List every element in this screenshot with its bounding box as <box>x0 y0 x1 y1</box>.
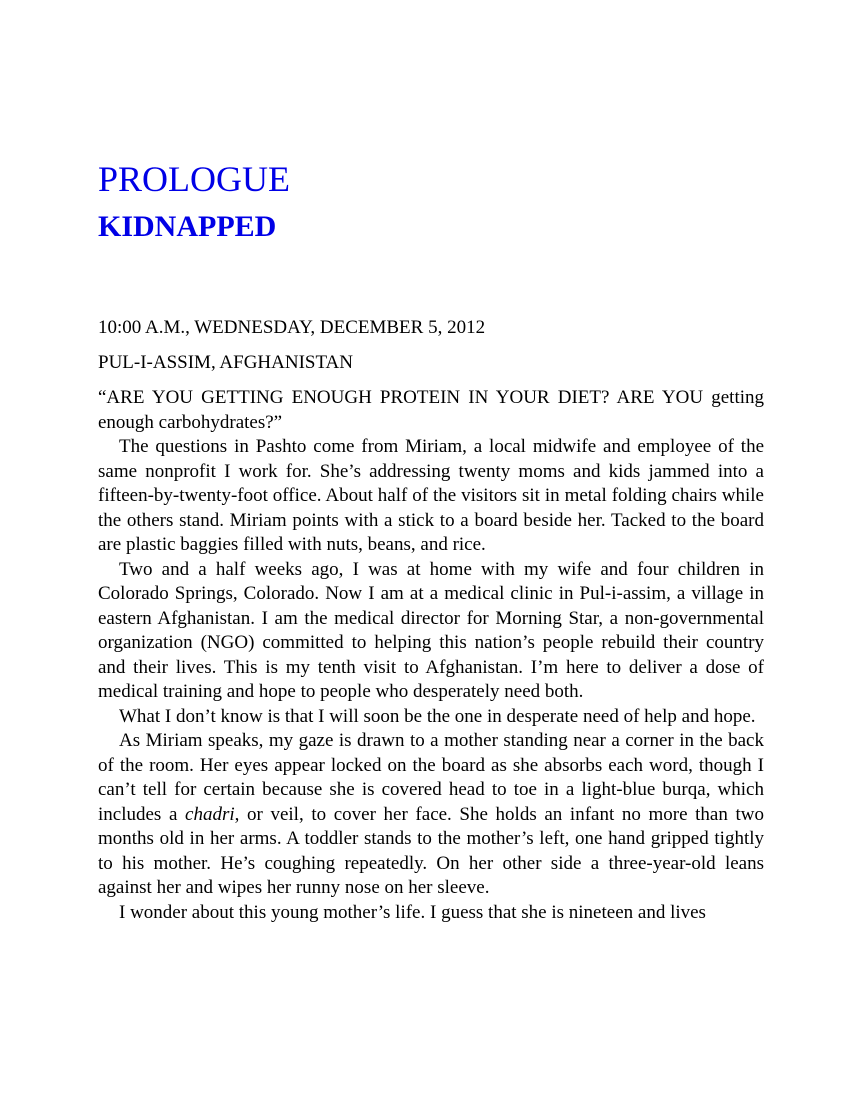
paragraph-1: “ARE YOU GETTING ENOUGH PROTEIN IN YOUR DIET? ARE YOU getting enough carbohydrates?” <box>98 387 764 433</box>
paragraph-6: I wonder about this young mother’s life. I guess that she is nineteen and lives <box>119 901 706 923</box>
dateline-place: PUL-I-ASSIM, AFGHANISTAN <box>98 352 353 373</box>
body-text <box>98 386 764 925</box>
paragraph-5 <box>98 729 764 901</box>
chapter-title: KIDNAPPED <box>98 210 277 243</box>
paragraph-2: The questions in Pashto come from Miriam, a local midwife and employee of the same nonprofit I work for. She’s addressing twenty moms and kids jammed into a fifteen-by-twenty-foot office. About half of the visitors sit in metal folding chairs while the others stand. Miriam points with a stick to a board beside her. Tacked to the board are plastic baggies filled with nuts, beans, and rice. <box>98 436 764 555</box>
paragraph-4: What I don’t know is that I will soon be the one in desperate need of help and hope. <box>119 705 756 727</box>
paragraph-5-text-after: , or veil, to cover her face. She holds an infant no more than two months old in her arms. A toddler stands to the mother’s left, one hand gripped tightly to his mother. He’s coughing repeatedly. On her other side a three-year-old leans against her and wipes her runny nose on her sleeve. <box>98 803 764 898</box>
dateline-time: 10:00 A.M., WEDNESDAY, DECEMBER 5, 2012 <box>98 317 486 338</box>
paragraph-5-italic-word: chadri <box>185 803 235 825</box>
paragraph-3: Two and a half weeks ago, I was at home with my wife and four children in Colorado Springs, Colorado. Now I am at a medical clinic in Pul-i-assim, a village in eastern Afghanistan. I am the medical director for Morning Star, a non-governmental organization (NGO) committed to helping this nation’s people rebuild their country and their lives. This is my tenth visit to Afghanistan. I’m here to deliver a dose of medical training and hope to people who desperately need both. <box>98 558 764 702</box>
paragraph-5-text-before: As Miriam speaks, my gaze is drawn to a mother standing near a corner in the back of the room. Her eyes appear locked on the board as she absorbs each word, though I can’t tell for certain because she is covered head to toe in a light-blue burqa, which includes a <box>98 730 764 825</box>
chapter-number: PROLOGUE <box>98 159 291 199</box>
